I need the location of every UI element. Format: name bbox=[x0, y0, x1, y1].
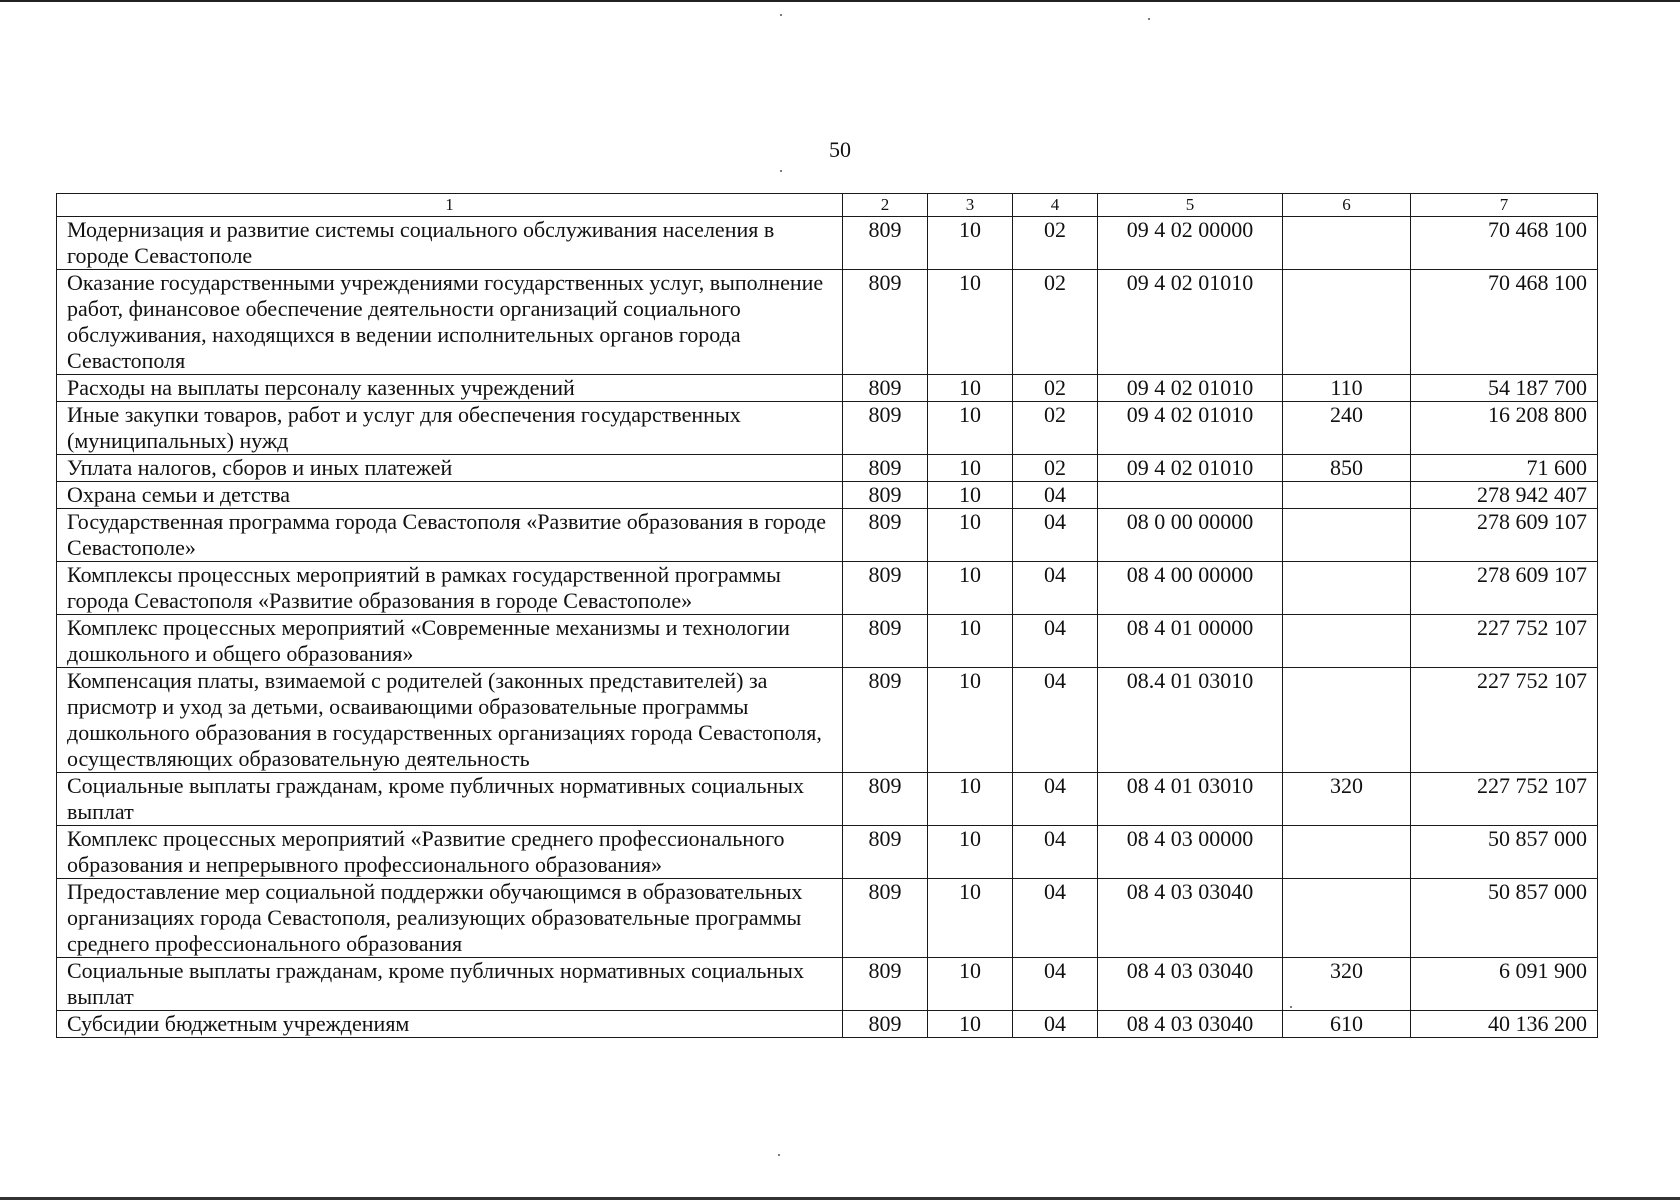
subsection-code-cell: 02 bbox=[1013, 375, 1098, 402]
subsection-code-cell: 02 bbox=[1013, 455, 1098, 482]
section-code-cell: 10 bbox=[928, 1011, 1013, 1038]
target-article-cell: 09 4 02 01010 bbox=[1098, 402, 1283, 455]
expense-type-cell: 610 bbox=[1283, 1011, 1411, 1038]
target-article-cell: 08 4 03 03040 bbox=[1098, 1011, 1283, 1038]
column-number-row bbox=[57, 194, 1598, 217]
expense-name-cell: Оказание государственными учреждениями государственных услуг, выполнение работ, финансовое обеспечение деятельности организаций социального обслуживания, находящихся в ведении исполнительных органов города Севастополя bbox=[57, 270, 843, 375]
section-code-cell: 10 bbox=[928, 773, 1013, 826]
expense-name-cell: Предоставление мер социальной поддержки обучающимся в образовательных организациях города Севастополя, реализующих образовательные программы среднего профессионального образования bbox=[57, 879, 843, 958]
column-header: 2 bbox=[843, 194, 928, 217]
expense-name-cell: Субсидии бюджетным учреждениям bbox=[57, 1011, 843, 1038]
expense-name-cell: Государственная программа города Севастополя «Развитие образования в городе Севастополе» bbox=[57, 509, 843, 562]
amount-cell: 278 609 107 bbox=[1411, 509, 1598, 562]
column-header: 1 bbox=[57, 194, 843, 217]
target-article-cell: 09 4 02 01010 bbox=[1098, 270, 1283, 375]
amount-cell: 6 091 900 bbox=[1411, 958, 1598, 1011]
table-row bbox=[57, 879, 1598, 958]
ministry-code-cell: 809 bbox=[843, 455, 928, 482]
table-row bbox=[57, 1011, 1598, 1038]
amount-cell: 50 857 000 bbox=[1411, 879, 1598, 958]
table-row bbox=[57, 402, 1598, 455]
ministry-code-cell: 809 bbox=[843, 402, 928, 455]
expense-name-cell: Комплекс процессных мероприятий «Современные механизмы и технологии дошкольного и общего образования» bbox=[57, 615, 843, 668]
column-header: 3 bbox=[928, 194, 1013, 217]
subsection-code-cell: 04 bbox=[1013, 879, 1098, 958]
section-code-cell: 10 bbox=[928, 402, 1013, 455]
section-code-cell: 10 bbox=[928, 562, 1013, 615]
amount-cell: 227 752 107 bbox=[1411, 615, 1598, 668]
section-code-cell: 10 bbox=[928, 879, 1013, 958]
table-row bbox=[57, 958, 1598, 1011]
expense-type-cell: 320 bbox=[1283, 958, 1411, 1011]
subsection-code-cell: 02 bbox=[1013, 217, 1098, 270]
amount-cell: 278 942 407 bbox=[1411, 482, 1598, 509]
expense-name-cell: Уплата налогов, сборов и иных платежей bbox=[57, 455, 843, 482]
amount-cell: 70 468 100 bbox=[1411, 217, 1598, 270]
budget-table-container bbox=[56, 193, 1597, 1038]
amount-cell: 227 752 107 bbox=[1411, 668, 1598, 773]
table-row bbox=[57, 217, 1598, 270]
table-row bbox=[57, 509, 1598, 562]
expense-name-cell: Социальные выплаты гражданам, кроме публичных нормативных социальных выплат bbox=[57, 958, 843, 1011]
amount-cell: 16 208 800 bbox=[1411, 402, 1598, 455]
subsection-code-cell: 04 bbox=[1013, 562, 1098, 615]
target-article-cell: 09 4 02 01010 bbox=[1098, 455, 1283, 482]
expense-name-cell: Комплексы процессных мероприятий в рамках государственной программы города Севастополя «Развитие образования в городе Севастополе» bbox=[57, 562, 843, 615]
expense-type-cell bbox=[1283, 217, 1411, 270]
subsection-code-cell: 04 bbox=[1013, 482, 1098, 509]
section-code-cell: 10 bbox=[928, 217, 1013, 270]
section-code-cell: 10 bbox=[928, 270, 1013, 375]
expense-type-cell: 320 bbox=[1283, 773, 1411, 826]
ministry-code-cell: 809 bbox=[843, 668, 928, 773]
expense-type-cell: 110 bbox=[1283, 375, 1411, 402]
target-article-cell: 08 4 01 00000 bbox=[1098, 615, 1283, 668]
page-number: 50 bbox=[829, 137, 851, 162]
target-article-cell: 08 0 00 00000 bbox=[1098, 509, 1283, 562]
ministry-code-cell: 809 bbox=[843, 217, 928, 270]
target-article-cell: 08 4 03 03040 bbox=[1098, 879, 1283, 958]
expense-name-cell: Социальные выплаты гражданам, кроме публичных нормативных социальных выплат bbox=[57, 773, 843, 826]
ministry-code-cell: 809 bbox=[843, 375, 928, 402]
column-header: 6 bbox=[1283, 194, 1411, 217]
amount-cell: 70 468 100 bbox=[1411, 270, 1598, 375]
target-article-cell: 08 4 01 03010 bbox=[1098, 773, 1283, 826]
ministry-code-cell: 809 bbox=[843, 773, 928, 826]
ministry-code-cell: 809 bbox=[843, 562, 928, 615]
expense-name-cell: Расходы на выплаты персоналу казенных учреждений bbox=[57, 375, 843, 402]
column-header: 7 bbox=[1411, 194, 1598, 217]
subsection-code-cell: 04 bbox=[1013, 615, 1098, 668]
section-code-cell: 10 bbox=[928, 482, 1013, 509]
target-article-cell bbox=[1098, 482, 1283, 509]
budget-table bbox=[56, 193, 1598, 1038]
expense-name-cell: Комплекс процессных мероприятий «Развитие среднего профессионального образования и непрерывного профессионального образования» bbox=[57, 826, 843, 879]
amount-cell: 227 752 107 bbox=[1411, 773, 1598, 826]
expense-name-cell: Иные закупки товаров, работ и услуг для обеспечения государственных (муниципальных) нужд bbox=[57, 402, 843, 455]
table-row bbox=[57, 773, 1598, 826]
expense-type-cell: 850 bbox=[1283, 455, 1411, 482]
amount-cell: 54 187 700 bbox=[1411, 375, 1598, 402]
expense-name-cell: Компенсация платы, взимаемой с родителей (законных представителей) за присмотр и уход за детьми, осваивающими образовательные программы дошкольного образования в государственных организациях города Севастополя, осуществляющих образовательную деятельность bbox=[57, 668, 843, 773]
scan-speck bbox=[780, 14, 782, 16]
expense-type-cell: 240 bbox=[1283, 402, 1411, 455]
subsection-code-cell: 04 bbox=[1013, 958, 1098, 1011]
column-header: 5 bbox=[1098, 194, 1283, 217]
expense-type-cell bbox=[1283, 879, 1411, 958]
expense-type-cell bbox=[1283, 482, 1411, 509]
column-header: 4 bbox=[1013, 194, 1098, 217]
subsection-code-cell: 04 bbox=[1013, 826, 1098, 879]
table-row bbox=[57, 270, 1598, 375]
section-code-cell: 10 bbox=[928, 668, 1013, 773]
section-code-cell: 10 bbox=[928, 509, 1013, 562]
expense-type-cell bbox=[1283, 826, 1411, 879]
ministry-code-cell: 809 bbox=[843, 509, 928, 562]
table-row bbox=[57, 826, 1598, 879]
subsection-code-cell: 04 bbox=[1013, 668, 1098, 773]
table-row bbox=[57, 562, 1598, 615]
expense-name-cell: Охрана семьи и детства bbox=[57, 482, 843, 509]
subsection-code-cell: 04 bbox=[1013, 509, 1098, 562]
expense-type-cell bbox=[1283, 615, 1411, 668]
ministry-code-cell: 809 bbox=[843, 615, 928, 668]
table-row bbox=[57, 455, 1598, 482]
subsection-code-cell: 04 bbox=[1013, 773, 1098, 826]
expense-type-cell bbox=[1283, 668, 1411, 773]
scan-speck bbox=[780, 170, 782, 172]
section-code-cell: 10 bbox=[928, 455, 1013, 482]
scan-speck bbox=[778, 1154, 780, 1156]
ministry-code-cell: 809 bbox=[843, 482, 928, 509]
amount-cell: 71 600 bbox=[1411, 455, 1598, 482]
ministry-code-cell: 809 bbox=[843, 1011, 928, 1038]
target-article-cell: 08 4 03 00000 bbox=[1098, 826, 1283, 879]
section-code-cell: 10 bbox=[928, 375, 1013, 402]
table-row bbox=[57, 615, 1598, 668]
table-row bbox=[57, 482, 1598, 509]
subsection-code-cell: 02 bbox=[1013, 270, 1098, 375]
subsection-code-cell: 04 bbox=[1013, 1011, 1098, 1038]
section-code-cell: 10 bbox=[928, 958, 1013, 1011]
table-body bbox=[57, 217, 1598, 1038]
scan-speck bbox=[1148, 18, 1150, 20]
expense-name-cell: Модернизация и развитие системы социального обслуживания населения в городе Севастополе bbox=[57, 217, 843, 270]
ministry-code-cell: 809 bbox=[843, 958, 928, 1011]
table-row bbox=[57, 668, 1598, 773]
target-article-cell: 08 4 00 00000 bbox=[1098, 562, 1283, 615]
table-row bbox=[57, 375, 1598, 402]
expense-type-cell bbox=[1283, 562, 1411, 615]
scan-speck bbox=[1290, 1006, 1292, 1008]
expense-type-cell bbox=[1283, 509, 1411, 562]
target-article-cell: 08.4 01 03010 bbox=[1098, 668, 1283, 773]
ministry-code-cell: 809 bbox=[843, 270, 928, 375]
target-article-cell: 09 4 02 01010 bbox=[1098, 375, 1283, 402]
amount-cell: 278 609 107 bbox=[1411, 562, 1598, 615]
ministry-code-cell: 809 bbox=[843, 879, 928, 958]
amount-cell: 50 857 000 bbox=[1411, 826, 1598, 879]
amount-cell: 40 136 200 bbox=[1411, 1011, 1598, 1038]
target-article-cell: 08 4 03 03040 bbox=[1098, 958, 1283, 1011]
section-code-cell: 10 bbox=[928, 826, 1013, 879]
section-code-cell: 10 bbox=[928, 615, 1013, 668]
scan-top-edge bbox=[0, 0, 1680, 2]
subsection-code-cell: 02 bbox=[1013, 402, 1098, 455]
expense-type-cell bbox=[1283, 270, 1411, 375]
target-article-cell: 09 4 02 00000 bbox=[1098, 217, 1283, 270]
ministry-code-cell: 809 bbox=[843, 826, 928, 879]
